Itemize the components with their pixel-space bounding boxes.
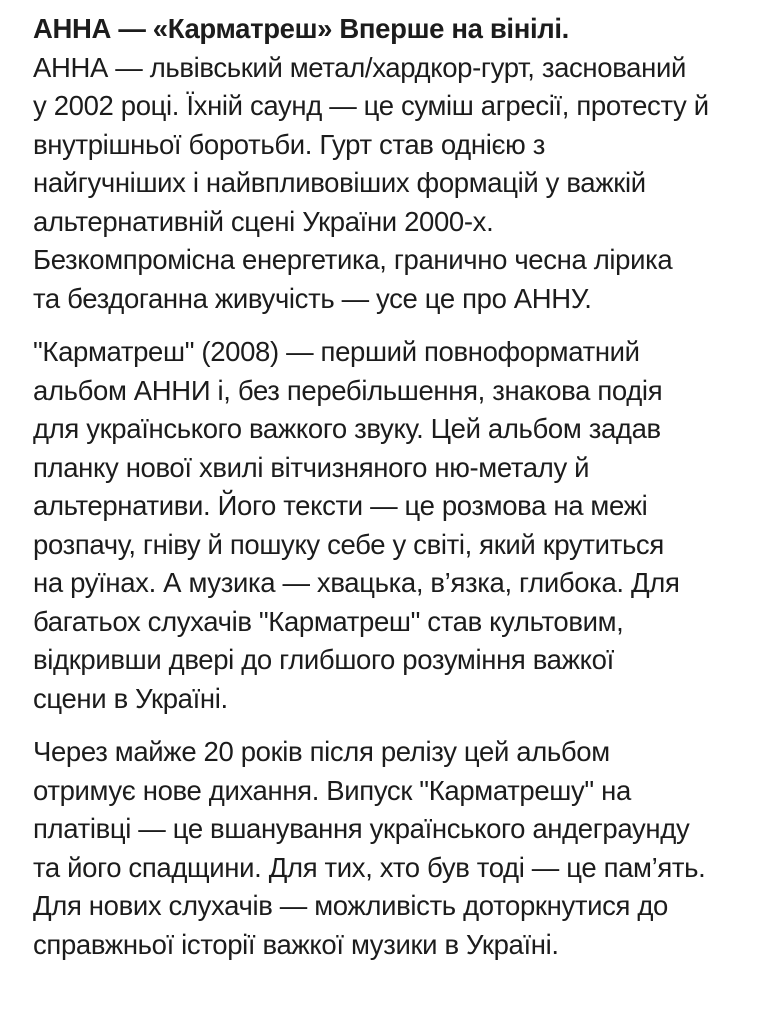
text-line: у 2002 році. Їхній саунд — це суміш агресії, протесту й [33,90,709,121]
text-line: сцени в Україні. [33,682,228,714]
text-line: розпачу, гніву й пошуку себе у світі, який крутиться [33,528,664,560]
text-line: "Карматреш" (2008) — перший повноформатний [33,336,640,367]
text-line: на руїнах. А музика — хвацька, в’язка, глибока. Для [33,567,680,598]
text-line: альбом АННИ і, без перебільшення, знакова подія [33,374,663,406]
text-line: альтернативній сцені України 2000-х. [33,205,494,237]
text-line: АННА — львівський метал/хардкор-гурт, заснований [33,51,686,83]
text-line: найгучніших і найвпливовіших формацій у важкій [33,167,646,198]
post-body [33,10,768,979]
paragraph-vinyl-release [33,733,768,964]
text-line: та його спадщини. Для тих, хто був тоді — це пам’ять. [33,851,706,883]
text-line: для українського важкого звуку. Цей альбом задав [33,413,661,444]
post-title: АННА — «Карматреш» Вперше на вінілі. [33,13,569,44]
text-line: та бездоганна живучість — усе це про АННУ. [33,282,592,314]
paragraph-band-intro [33,49,768,319]
text-line: альтернативи. Його тексти — це розмова на межі [33,490,648,521]
text-line: Безкомпромісна енергетика, гранично чесна лірика [33,244,673,275]
text-line: Для нових слухачів — можливість доторкнутися до [33,890,668,921]
text-line: платівці — це вшанування українського андеграунду [33,813,690,844]
text-line: отримує нове дихання. Випуск "Карматрешу" на [33,774,631,806]
text-line: Через майже 20 років після релізу цей альбом [33,736,610,767]
text-line: відкривши двері до глибшого розуміння важкої [33,644,614,675]
text-line: планку нової хвилі вітчизняного ню-металу й [33,451,590,483]
text-line: внутрішньої боротьби. Гурт став однією з [33,128,545,160]
paragraph-album-description [33,333,768,718]
text-line: багатьох слухачів "Карматреш" став культовим, [33,605,624,637]
text-line: справжньої історії важкої музики в Україні. [33,928,559,960]
